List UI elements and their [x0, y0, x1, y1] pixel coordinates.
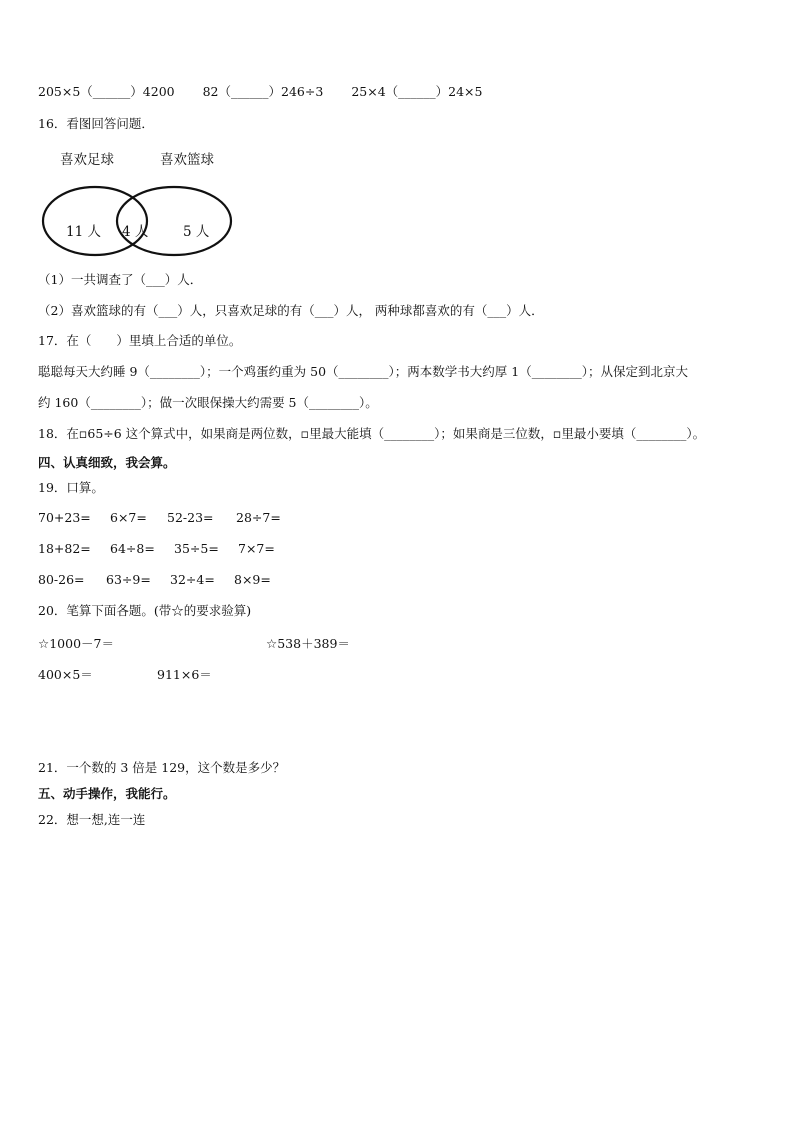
q19-item: 6×7= [110, 510, 147, 525]
q20-row-2 [38, 667, 258, 683]
q19-item: 70+23= [38, 510, 91, 525]
q15-line [38, 84, 482, 100]
venn-left-label: 喜欢足球 [60, 152, 114, 168]
venn-right-label: 喜欢篮球 [160, 152, 214, 168]
q15-item-3: 25×4（______）24×5 [351, 84, 483, 99]
section5-title: 五、动手操作，我能行。 [38, 786, 176, 801]
q17-line2: 约 160（________）；做一次眼保操大约需要 5（________）。 [38, 395, 378, 410]
q18-text: 18．在▫65÷6 这个算式中，如果商是两位数，▫里最大能填（________）；如果商是三位数，▫里最小要填（________）。 [38, 426, 706, 441]
venn-overlap: 4 人 [122, 224, 149, 240]
q19-item: 8×9= [234, 572, 271, 587]
venn-left-only: 11 人 [66, 224, 101, 240]
q16-part1: （1）一共调查了（___）人． [38, 272, 203, 287]
q19-item: 80-26= [38, 572, 85, 587]
q19-item: 35÷5= [174, 541, 219, 556]
q15-item-2: 82（______）246÷3 [202, 84, 324, 99]
q20-row-1 [38, 636, 398, 652]
q20-item-2: ☆538＋389＝ [266, 636, 350, 651]
venn-circles [38, 140, 238, 260]
q19-item: 7×7= [238, 541, 275, 556]
q16-title: 16．看图回答问题． [38, 116, 154, 131]
section4-title: 四、认真细致，我会算。 [38, 455, 176, 470]
q19-item: 32÷4= [170, 572, 215, 587]
q20-item-1: ☆1000－7＝ [38, 636, 114, 651]
q19-item: 64÷8= [110, 541, 155, 556]
q20-title: 20．笔算下面各题。(带☆的要求验算) [38, 603, 252, 618]
q19-item: 18+82= [38, 541, 91, 556]
q21-text: 21．一个数的 3 倍是 129，这个数是多少？ [38, 760, 286, 775]
q16-part2: （2）喜欢篮球的有（___）人，只喜欢足球的有（___）人， 两种球都喜欢的有（___）人． [38, 303, 544, 318]
venn-diagram [38, 140, 238, 260]
q19-item: 52-23= [167, 510, 214, 525]
q17-line1: 聪聪每天大约睡 9（________）；一个鸡蛋约重为 50（________）；两本数学书大约厚 1（________）；从保定到北京大 [38, 364, 688, 379]
q19-item: 63÷9= [106, 572, 151, 587]
q17-title: 17．在（ ）里填上合适的单位。 [38, 333, 242, 348]
q19-title: 19．口算。 [38, 480, 104, 495]
q15-item-1: 205×5（______）4200 [38, 84, 175, 99]
q20-item-3: 400×5＝ [38, 667, 93, 682]
q20-item-4: 911×6＝ [157, 667, 212, 682]
venn-right-only: 5 人 [183, 224, 210, 240]
q22-title: 22．想一想,连一连 [38, 812, 146, 827]
q19-item: 28÷7= [236, 510, 281, 525]
